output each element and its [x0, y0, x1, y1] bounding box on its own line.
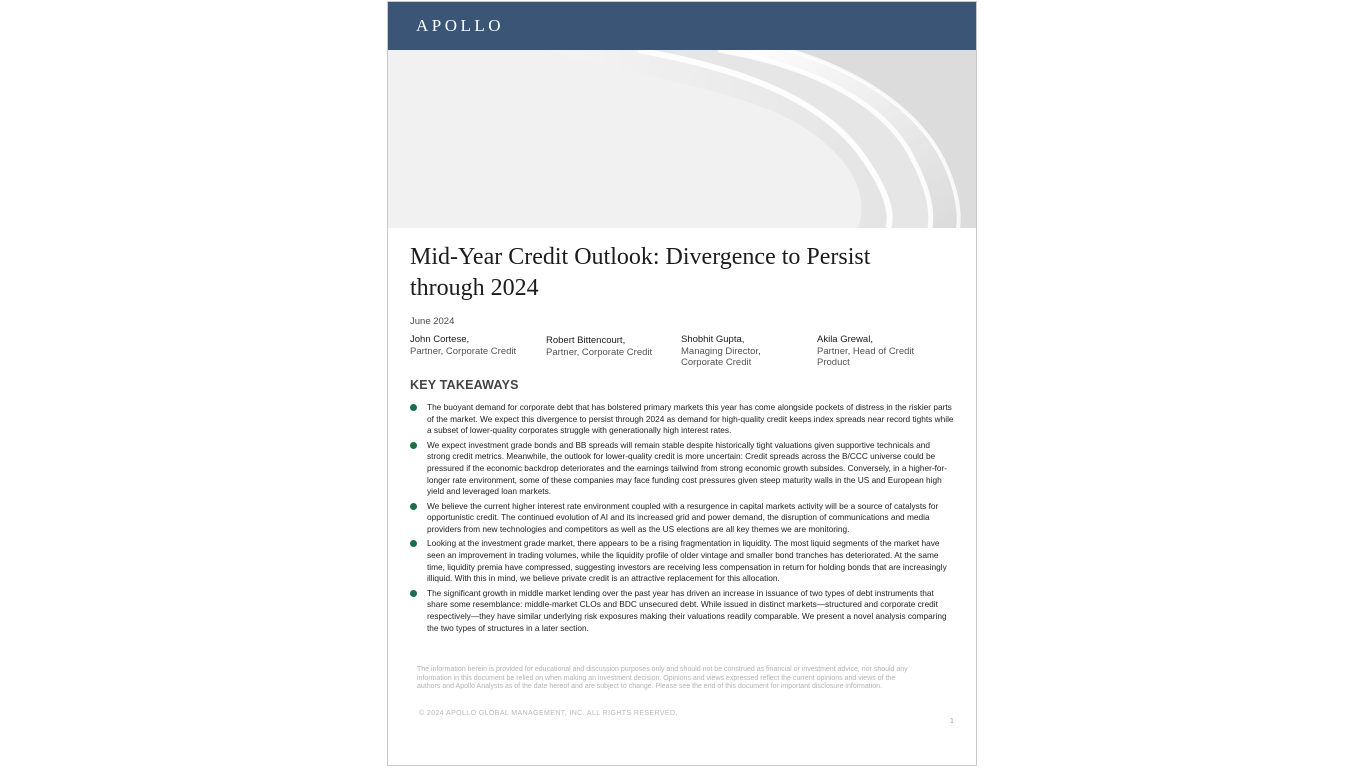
takeaway-text: We expect investment grade bonds and BB spreads will remain stable despite historically tight valuations given supportive technicals and strong credit metrics. Meanwhile, the outlook for lower-quality credit is more uncertain: Credit spreads across the B/CCC universe could be pressured if the economic backdrop deteriorates and the earnings tailwind from strong economic growth subsides. Conversely, in a higher-for-longer rate environment, some of these companies may face funding cost pressures given steep maturity walls in the US and European high yield and leveraged loan markets. [427, 439, 948, 497]
list-item [410, 402, 955, 437]
copyright-notice: © 2024 APOLLO GLOBAL MANAGEMENT, INC. ALL RIGHTS RESERVED. [419, 710, 678, 717]
author-role: Partner, Corporate Credit [546, 346, 653, 358]
author-4 [817, 334, 935, 369]
takeaway-text: Looking at the investment grade market, there appears to be a rising fragmentation in liquidity. The most liquid segments of the market have seen an improvement in trading volumes, while the liquidity profile of older vintage and smaller bond tranches has deteriorated. At the same time, liquidity premia have compressed, suggesting investors are receiving less compensation in return for holding bonds that are increasingly illiquid. With this in mind, we believe private credit is an attractive replacement for this allocation. [427, 538, 947, 584]
author-1 [410, 334, 540, 357]
author-name: John Cortese, [410, 334, 470, 345]
disclaimer-text: The information herein is provided for educational and discussion purposes only and should not be construed as financial or investment advice, nor should any information in this document be relied on when making an investment decision. Opinions and views expressed reflect the current opinions and views of the authors and Apollo Analysts as of the date hereof and are subject to change. Please see the end of this document for important disclosure information. [417, 666, 908, 691]
author-role: Managing Director, Corporate Credit [681, 345, 761, 368]
takeaway-text: The buoyant demand for corporate debt that has bolstered primary markets this year has come alongside pockets of distress in the riskier parts of the market. We expect this divergence to persist through 2024 as demand for high-quality credit keeps index spreads near record tights while a subset of lower-quality corporates struggle with generationally high interest rates. [427, 402, 954, 436]
bullet-dot-icon [410, 442, 417, 449]
page-number: 1 [950, 718, 954, 725]
publication-date: June 2024 [410, 316, 455, 327]
bullet-dot-icon [410, 503, 417, 510]
author-name: Robert Bittencourt, [546, 335, 626, 346]
author-role: Partner, Head of Credit Product [817, 345, 915, 368]
bullet-dot-icon [410, 404, 417, 411]
author-name: Akila Grewal, [817, 334, 873, 345]
takeaway-text: We believe the current higher interest rate environment coupled with a resurgence in capital markets activity will be a source of catalysts for opportunistic credit. The continued evolution of AI and its increased grid and power demand, the disruption of communications and media providers from new technologies and competitors as well as the US elections are all key themes we are monitoring. [427, 500, 939, 535]
bullet-dot-icon [410, 590, 417, 597]
takeaway-text: The significant growth in middle market lending over the past year has driven an increase in issuance of two types of debt instruments that share some resemblance: middle-market CLOs and BDC unsecured debt. While issued in distinct markets—structured and corporate credit respectively—they have similar underlying risk exposures making their valuations readily comparable. We present a novel analysis comparing the two types of structures in a later section. [427, 587, 947, 633]
bullet-dot-icon [410, 540, 417, 547]
takeaways-list [410, 402, 955, 637]
author-name: Shobhit Gupta, [681, 334, 745, 345]
list-item [410, 440, 955, 499]
list-item [410, 588, 955, 635]
list-item [410, 501, 955, 536]
abstract-curves-graphic [388, 50, 976, 228]
document-title: Mid-Year Credit Outlook: Divergence to Persist through 2024 [410, 244, 871, 301]
key-takeaways-heading: KEY TAKEAWAYS [410, 378, 519, 392]
list-item [410, 538, 955, 585]
apollo-logo: APOLLO [416, 16, 505, 35]
author-2 [546, 335, 676, 358]
header-band [388, 2, 976, 50]
author-role: Partner, Corporate Credit [410, 345, 517, 357]
hero-image [388, 50, 976, 228]
document-page [387, 1, 977, 766]
author-3 [681, 334, 786, 369]
